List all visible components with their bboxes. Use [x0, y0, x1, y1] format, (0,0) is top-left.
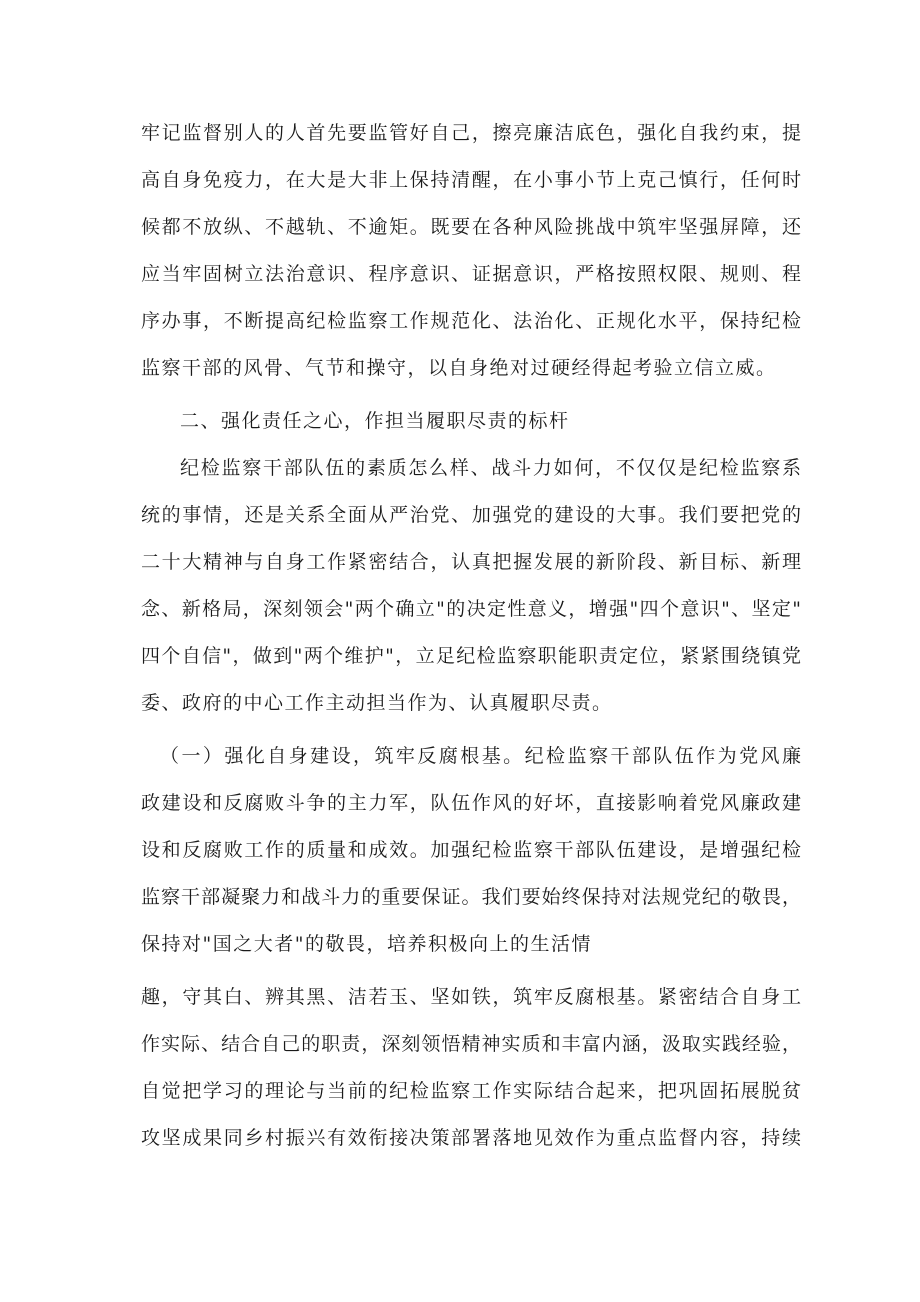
body-text-line: 保持对"国之大者"的敬畏，培养积极向上的生活情: [141, 933, 592, 955]
body-text-line: 设和反腐败工作的质量和成效。加强纪检监察干部队伍建设，是增强纪检: [141, 839, 801, 861]
body-text-line: 自觉把学习的理论与当前的纪检监察工作实际结合起来，把巩固拓展脱贫: [141, 1080, 801, 1102]
body-text-line: 委、政府的中心工作主动担当作为、认真履职尽责。: [141, 692, 613, 714]
body-text-line: 应当牢固树立法治意识、程序意识、证据意识，严格按照权限、规则、程: [141, 263, 801, 285]
body-text-line: 高自身免疫力，在大是大非上保持清醒，在小事小节上克己慎行，任何时: [141, 169, 801, 191]
body-text-line: 四个自信"，做到"两个维护"，立足纪检监察职能职责定位，紧紧围绕镇党: [141, 645, 801, 667]
body-text-line: 监察干部的风骨、气节和操守，以自身绝对过硬经得起考验立信立威。: [141, 357, 777, 379]
body-text-line: 二十大精神与自身工作紧密结合，认真把握发展的新阶段、新目标、新理: [141, 551, 801, 573]
body-text-line: 监察干部凝聚力和战斗力的重要保证。我们要始终保持对法规党纪的敬畏，: [141, 886, 801, 908]
body-text-line: 候都不放纵、不越轨、不逾矩。既要在各种风险挑战中筑牢坚强屏障，还: [141, 216, 801, 238]
section-heading: 二、强化责任之心，作担当履职尽责的标杆: [180, 410, 570, 432]
body-text-line: 作实际、结合自己的职责，深刻领悟精神实质和丰富内涵，汲取实践经验，: [141, 1033, 801, 1055]
body-text-line: 牢记监督别人的人首先要监管好自己，擦亮廉洁底色，强化自我约束，提: [141, 122, 801, 144]
subsection-first-line: （一）强化自身建设，筑牢反腐根基。纪检监察干部队伍作为党风廉: [160, 745, 801, 767]
paragraph-first-line: 纪检监察干部队伍的素质怎么样、战斗力如何，不仅仅是纪检监察系: [180, 457, 801, 479]
body-text-line: 统的事情，还是关系全面从严治党、加强党的建设的大事。我们要把党的: [141, 504, 801, 526]
body-text-line: 攻坚成果同乡村振兴有效衔接决策部署落地见效作为重点监督内容，持续: [141, 1127, 801, 1149]
body-text-line: 序办事，不断提高纪检监察工作规范化、法治化、正规化水平，保持纪检: [141, 310, 801, 332]
body-text-line: 念、新格局，深刻领会"两个确立"的决定性意义，增强"四个意识"、坚定": [141, 598, 801, 620]
body-text-line: 趣，守其白、辨其黑、洁若玉、坚如铁，筑牢反腐根基。紧密结合自身工: [141, 986, 801, 1008]
body-text-line: 政建设和反腐败斗争的主力军，队伍作风的好坏，直接影响着党风廉政建: [141, 792, 801, 814]
